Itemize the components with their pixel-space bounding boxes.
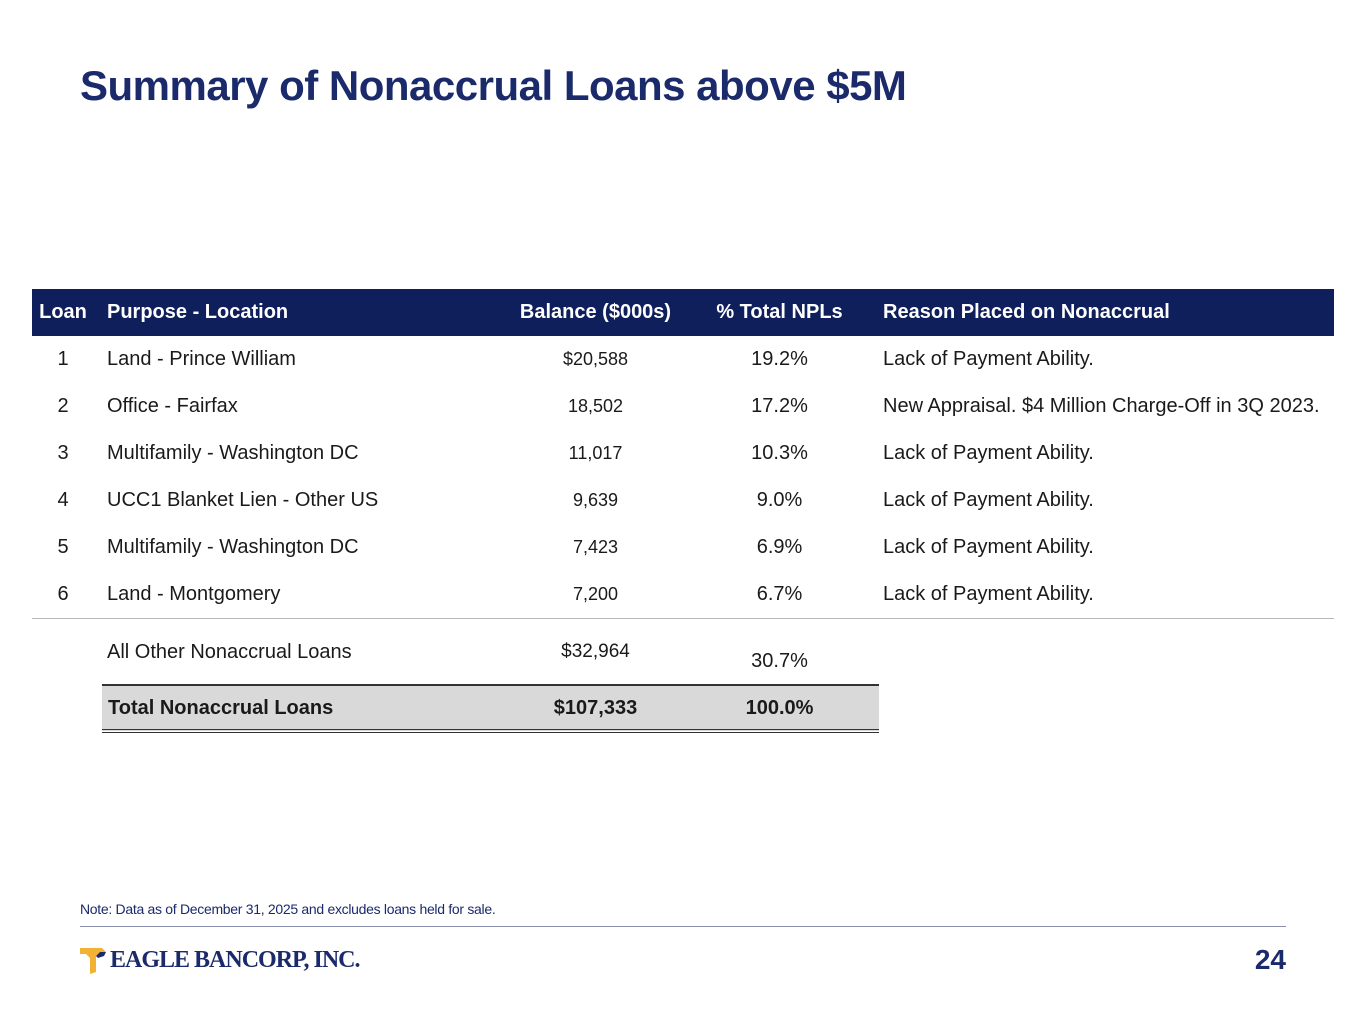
loan-number: 5: [57, 536, 69, 558]
table-row: [32, 571, 1334, 618]
header-balance: Balance ($000s): [519, 301, 672, 323]
balance: $20,588: [562, 349, 629, 369]
total-label: Total Nonaccrual Loans: [108, 697, 334, 719]
balance: 7,423: [572, 537, 619, 557]
table-row: [32, 383, 1334, 430]
reason: Lack of Payment Ability.: [883, 348, 1094, 370]
reason: Lack of Payment Ability.: [883, 489, 1094, 511]
total-row: [102, 684, 879, 731]
balance: 9,639: [572, 490, 619, 510]
table-header: [32, 289, 1334, 336]
table-row: [32, 524, 1334, 571]
reason: Lack of Payment Ability.: [883, 442, 1094, 464]
pct-total: 6.9%: [756, 536, 803, 558]
pct-total: 9.0%: [756, 489, 803, 511]
loan-number: 1: [57, 348, 69, 370]
purpose-location: Land - Prince William: [107, 348, 296, 370]
purpose-location: Land - Montgomery: [107, 583, 281, 605]
balance: 18,502: [567, 396, 624, 416]
pct-total: 17.2%: [751, 395, 808, 417]
pct-total: 10.3%: [751, 442, 808, 464]
loan-number: 4: [57, 489, 69, 511]
total-balance: $107,333: [553, 697, 638, 719]
other-loans-balance: $32,964: [561, 641, 630, 662]
other-loans-label: All Other Nonaccrual Loans: [107, 641, 352, 663]
header-pct-total: % Total NPLs: [716, 301, 843, 323]
balance: 7,200: [572, 584, 619, 604]
page-title: Summary of Nonaccrual Loans above $5M: [80, 62, 907, 109]
table-row: [32, 430, 1334, 477]
company-logo: [80, 945, 360, 975]
purpose-location: Multifamily - Washington DC: [107, 442, 359, 464]
page-number: 24: [1254, 944, 1286, 975]
logo-text: EAGLE BANCORP, INC.: [110, 946, 360, 973]
header-loan: Loan: [39, 301, 87, 323]
header-reason: Reason Placed on Nonaccrual: [883, 301, 1170, 323]
footer-divider: [80, 926, 1286, 927]
total-pct: 100.0%: [745, 697, 814, 719]
reason: Lack of Payment Ability.: [883, 536, 1094, 558]
reason: New Appraisal. $4 Million Charge-Off in 3Q 2023.: [883, 395, 1320, 417]
table-row: [32, 336, 1334, 383]
loan-number: 3: [57, 442, 69, 464]
purpose-location: Office - Fairfax: [107, 395, 238, 417]
loan-number: 6: [57, 583, 69, 605]
table-row: [32, 477, 1334, 524]
total-double-underline: [102, 729, 879, 733]
other-loans-pct: 30.7%: [751, 650, 808, 672]
purpose-location: Multifamily - Washington DC: [107, 536, 359, 558]
pct-total: 6.7%: [756, 583, 803, 605]
other-loans-row: [32, 629, 1334, 679]
table-divider: [32, 618, 1334, 619]
eagle-logo-icon: [80, 946, 106, 974]
loan-number: 2: [57, 395, 69, 417]
nonaccrual-loans-table: [32, 289, 1334, 739]
header-purpose: Purpose - Location: [107, 301, 289, 323]
footnote: Note: Data as of December 31, 2025 and excludes loans held for sale.: [80, 901, 496, 917]
pct-total: 19.2%: [751, 348, 808, 370]
purpose-location: UCC1 Blanket Lien - Other US: [107, 489, 379, 511]
reason: Lack of Payment Ability.: [883, 583, 1094, 605]
balance: 11,017: [568, 443, 623, 463]
